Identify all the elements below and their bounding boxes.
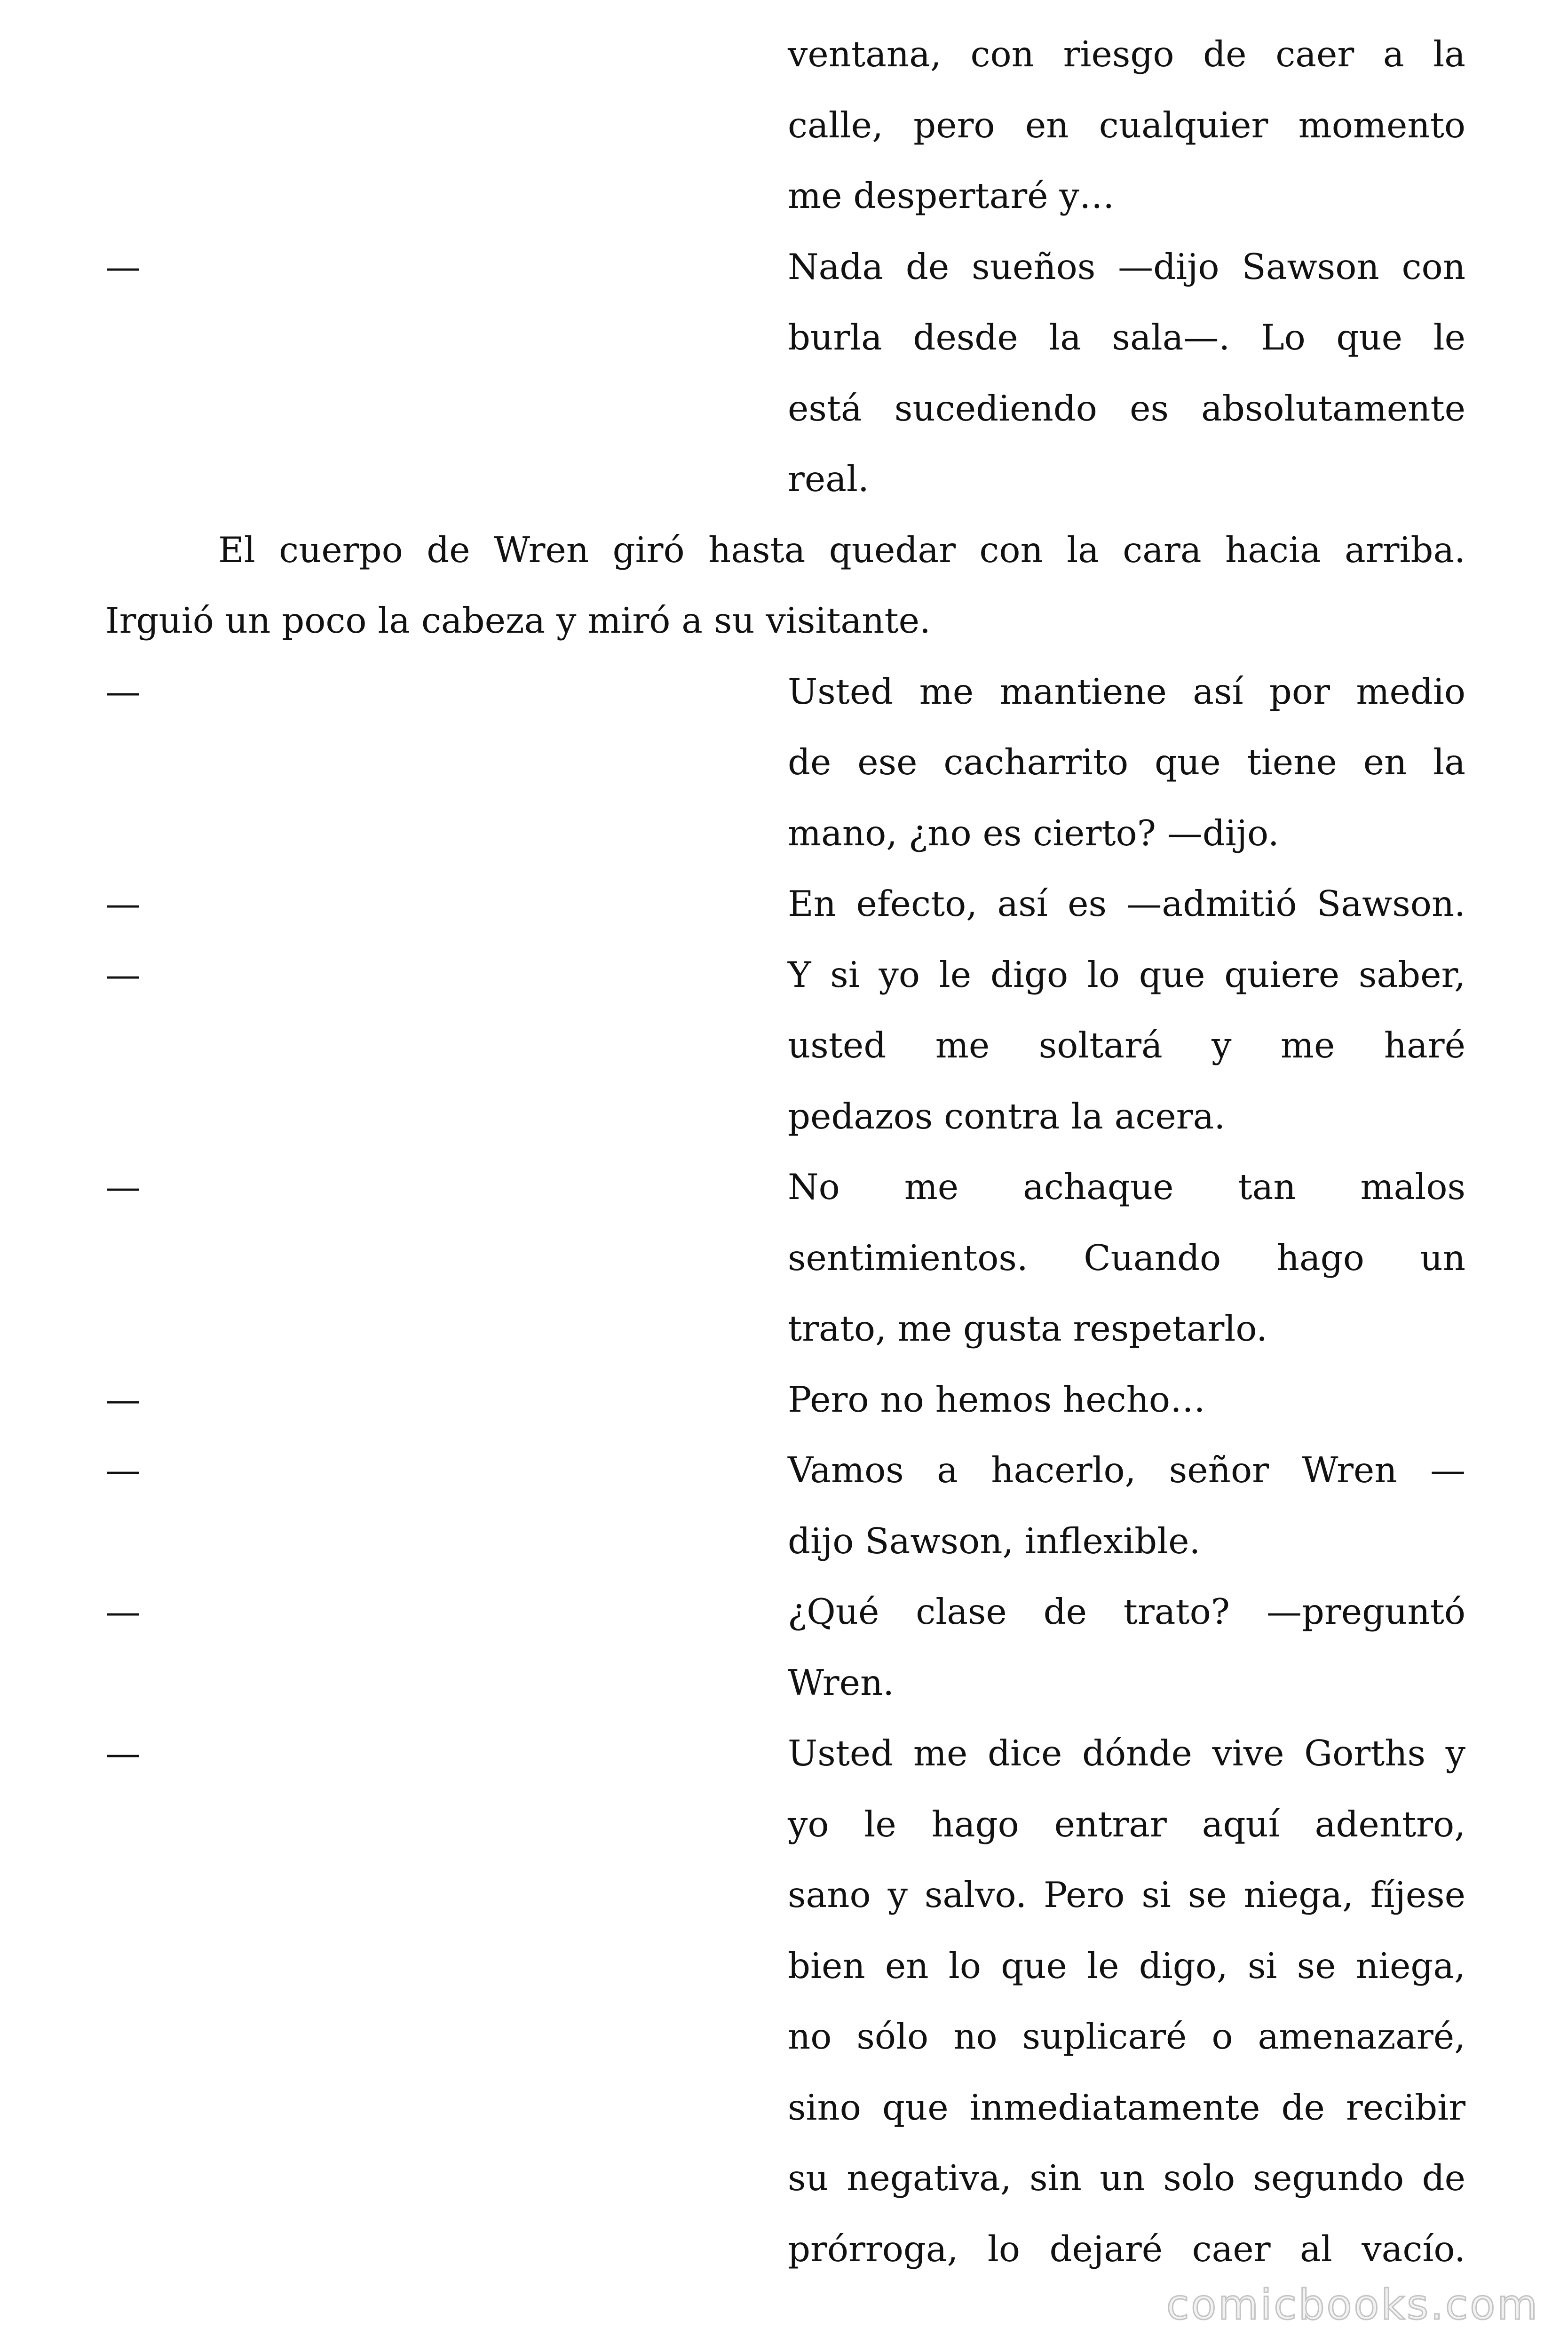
paragraph <box>105 19 1465 231</box>
text-line: Y si yo le digo lo que quiere saber, <box>788 954 1465 995</box>
text-line: Wren. <box>788 1661 895 1703</box>
dialogue-paragraph <box>105 939 1465 1152</box>
text-line: de ese cacharrito que tiene en la <box>788 741 1465 783</box>
text-line: sentimientos. Cuando hago un <box>788 1237 1465 1279</box>
text-line: está sucediendo es absolutamente <box>788 387 1465 429</box>
dialogue-paragraph <box>105 231 1465 515</box>
text-line: Vamos a hacerlo, señor Wren — <box>788 1449 1465 1491</box>
text-line: real. <box>788 458 869 500</box>
text-line: Irguió un poco la cabeza y miró a su visitante. <box>105 600 931 641</box>
dialogue-dash: — <box>105 670 141 712</box>
text-line: sino que inmediatamente de recibir <box>788 2086 1465 2128</box>
text-line: bien en lo que le digo, si se niega, <box>788 1945 1465 1986</box>
text-line: Usted me dice dónde vive Gorths y <box>788 1732 1465 1774</box>
dialogue-dash: — <box>105 1378 141 1420</box>
text-line: ventana, con riesgo de caer a la <box>788 33 1465 75</box>
dialogue-paragraph <box>105 1435 1465 1576</box>
dialogue-dash: — <box>105 1591 141 1632</box>
text-line: dijo Sawson, inflexible. <box>788 1520 1201 1562</box>
text-line: yo le hago entrar aquí adentro, <box>788 1803 1465 1845</box>
text-line: El cuerpo de Wren giró hasta quedar con la cara hacia arriba. <box>218 529 1465 571</box>
dialogue-dash: — <box>105 883 141 924</box>
text-line: calle, pero en cualquier momento <box>788 104 1465 146</box>
text-line: usted me soltará y me haré <box>788 1025 1465 1066</box>
narrative-paragraph <box>105 515 1465 656</box>
dialogue-dash: — <box>105 246 141 287</box>
dialogue-paragraph <box>105 656 1465 869</box>
dialogue-paragraph <box>105 1152 1465 1364</box>
text-line: trato, me gusta respetarlo. <box>788 1308 1268 1349</box>
dialogue-paragraph <box>105 1718 1465 2284</box>
text-line: ¿Qué clase de trato? —preguntó <box>788 1591 1465 1632</box>
dialogue-paragraph <box>105 1576 1465 1718</box>
watermark-text: comicbooks.com <box>1166 2280 1539 2329</box>
text-line: sano y salvo. Pero si se niega, fíjese <box>788 1874 1465 1915</box>
text-line: En efecto, así es —admitió Sawson. <box>788 883 1465 924</box>
text-line: me despertaré y… <box>788 175 1115 216</box>
dialogue-paragraph <box>105 868 1465 939</box>
page-text <box>105 19 1465 2284</box>
text-line: Usted me mantiene así por medio <box>788 670 1465 712</box>
text-line: no sólo no suplicaré o amenazaré, <box>788 2016 1465 2057</box>
text-line: pedazos contra la acera. <box>788 1095 1226 1137</box>
text-line: burla desde la sala—. Lo que le <box>788 317 1465 358</box>
text-line: Pero no hemos hecho… <box>788 1378 1206 1420</box>
text-line: su negativa, sin un solo segundo de <box>788 2157 1465 2199</box>
text-line: mano, ¿no es cierto? —dijo. <box>788 812 1279 854</box>
dialogue-dash: — <box>105 1166 141 1208</box>
text-line: No me achaque tan malos <box>788 1166 1465 1208</box>
dialogue-paragraph <box>105 1364 1465 1435</box>
dialogue-dash: — <box>105 954 141 995</box>
dialogue-dash: — <box>105 1732 141 1774</box>
text-line: Nada de sueños —dijo Sawson con <box>788 246 1465 287</box>
text-line: prórroga, lo dejaré caer al vacío. <box>788 2228 1465 2270</box>
dialogue-dash: — <box>105 1449 141 1491</box>
